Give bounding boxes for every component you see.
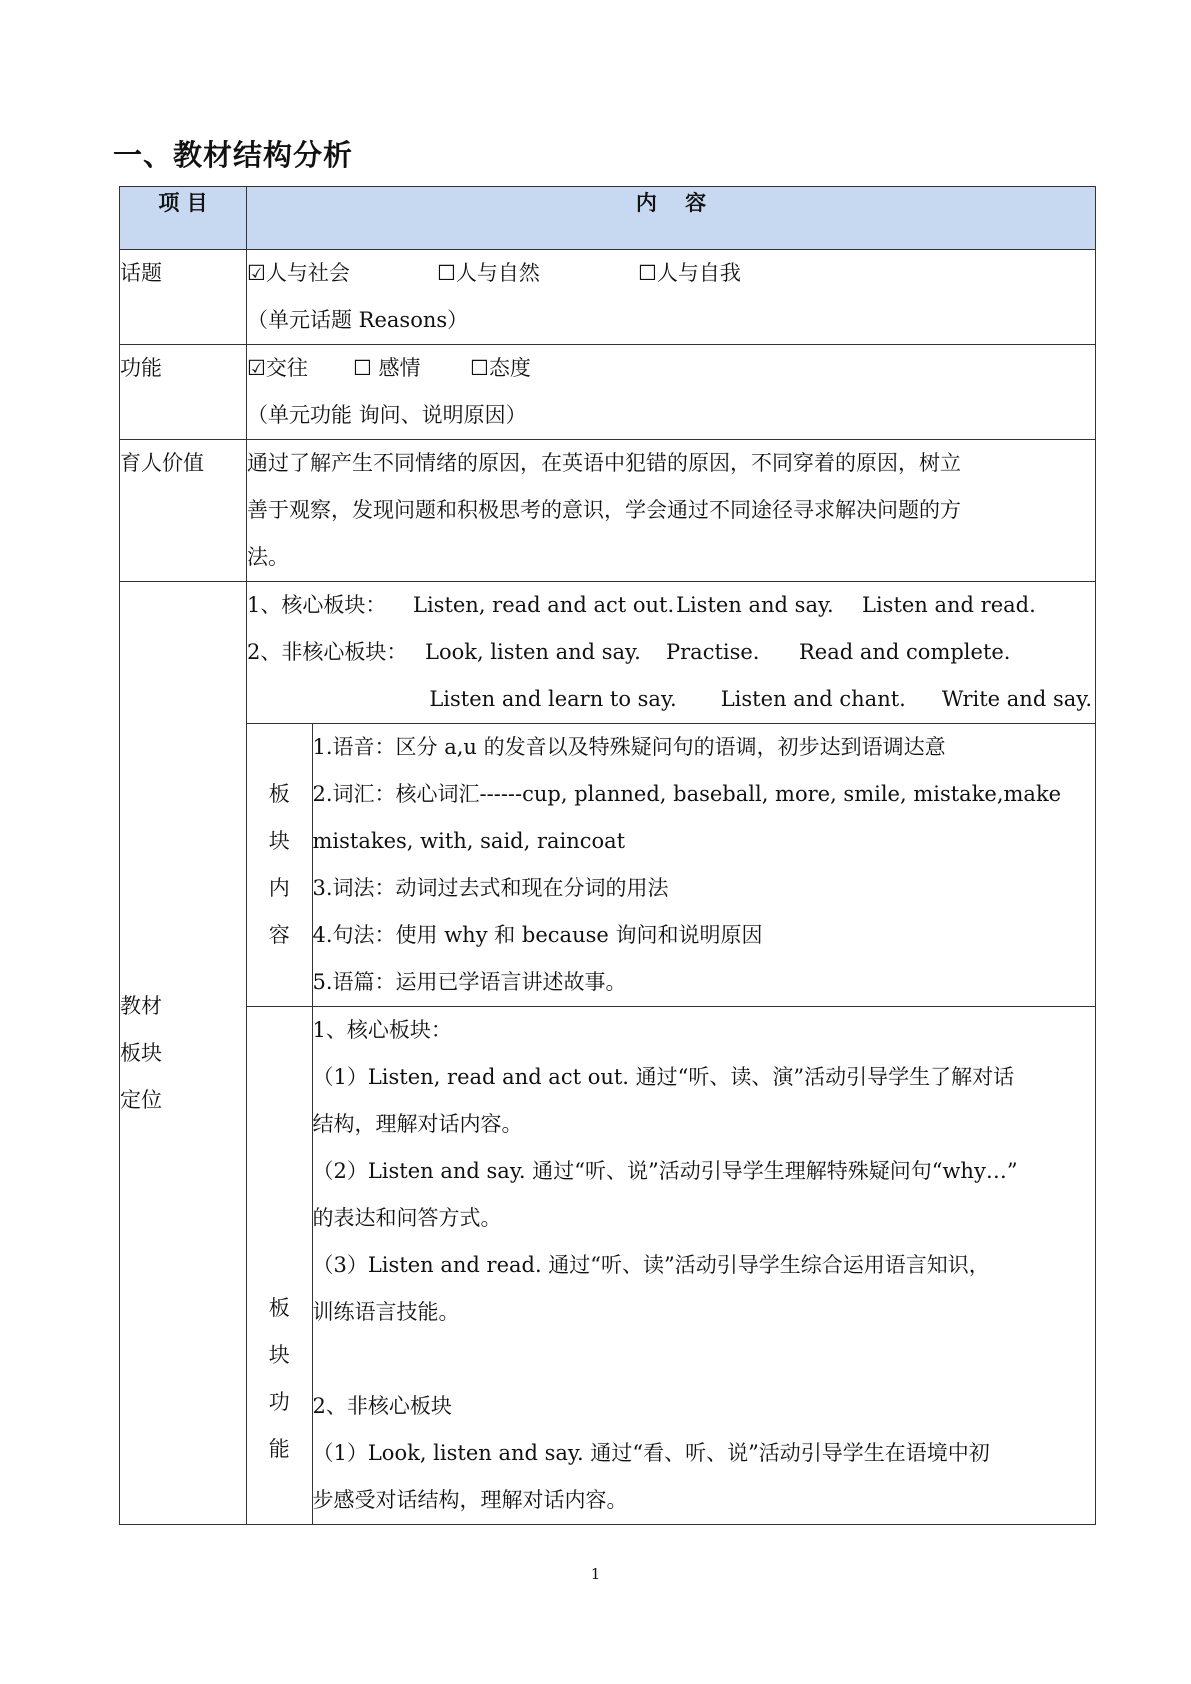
value-line-3: 法。 <box>247 545 289 569</box>
functions-vertical-label <box>247 1007 312 1525</box>
function-row <box>120 345 1096 440</box>
position-label-line-2: 板块 <box>120 1040 162 1065</box>
function-option-emotion: ☐ 感情 <box>353 356 421 380</box>
noncore-module-a: Look, listen and say. <box>425 640 641 664</box>
content-line-6: 5.语篇：运用已学语言讲述故事。 <box>312 970 627 994</box>
topic-option-society: ☑人与社会 <box>247 261 350 285</box>
functions-line-6: （3）Listen and read. 通过“听、读”活动引导学生综合运用语言知识， <box>312 1253 990 1277</box>
functions-line-3: 结构，理解对话内容。 <box>312 1112 523 1136</box>
function-cell <box>247 345 1096 440</box>
functions-line-9: （1）Look, listen and say. 通过“看、听、说”活动引导学生在语境中初 <box>312 1441 990 1465</box>
noncore-module-d: Listen and learn to say. <box>429 687 677 711</box>
value-row <box>120 440 1096 582</box>
content-label-char-4: 容 <box>268 923 290 947</box>
functions-line-4: （2）Listen and say. 通过“听、说”活动引导学生理解特殊疑问句“why…” <box>312 1159 1018 1183</box>
topic-note: （单元话题 Reasons） <box>247 308 469 332</box>
position-label-line-1: 教材 <box>120 993 162 1018</box>
header-item: 项 目 <box>120 187 247 250</box>
table-header-row <box>120 187 1096 250</box>
noncore-module-f: Write and say. <box>941 687 1092 711</box>
topic-option-self: ☐人与自我 <box>638 261 741 285</box>
functions-label-char-2: 块 <box>268 1343 290 1367</box>
content-line-1: 1.语音：区分 a,u 的发音以及特殊疑问句的语调，初步达到语调达意 <box>312 735 946 759</box>
core-module-b: Listen and say. <box>676 593 834 617</box>
function-option-attitude: ☐态度 <box>470 356 531 380</box>
topic-row <box>120 250 1096 345</box>
function-option-communication: ☑交往 <box>247 356 308 380</box>
content-label-char-3: 内 <box>268 876 290 900</box>
value-cell <box>247 440 1096 582</box>
position-label-line-3: 定位 <box>120 1087 162 1112</box>
functions-line-1: 1、核心板块： <box>312 1018 452 1042</box>
functions-label-char-1: 板 <box>268 1296 290 1320</box>
core-modules-prefix: 1、核心板块： <box>247 593 387 617</box>
content-cell <box>312 724 1096 1007</box>
position-label <box>120 582 247 1525</box>
function-note: （单元功能 询问、说明原因） <box>247 403 527 427</box>
content-line-2: 2.词汇：核心词汇------cup, planned, baseball, more, smile, mistake,make <box>312 782 1062 806</box>
functions-line-8: 2、非核心板块 <box>312 1394 452 1418</box>
content-label-char-1: 板 <box>268 782 290 806</box>
noncore-module-c: Read and complete. <box>799 640 1011 664</box>
functions-line-10: 步感受对话结构，理解对话内容。 <box>312 1488 628 1512</box>
noncore-modules-prefix: 2、非核心板块： <box>247 640 408 664</box>
content-line-5: 4.句法：使用 why 和 because 询问和说明原因 <box>312 923 763 947</box>
topic-option-nature: ☐人与自然 <box>437 261 540 285</box>
functions-cell <box>312 1007 1096 1525</box>
position-cell <box>247 582 1096 1525</box>
functions-line-7: 训练语言技能。 <box>312 1300 460 1324</box>
functions-label-char-4: 能 <box>268 1437 290 1461</box>
value-line-2: 善于观察，发现问题和积极思考的意识，学会通过不同途径寻求解决问题的方 <box>247 498 961 522</box>
content-line-4: 3.词法：动词过去式和现在分词的用法 <box>312 876 669 900</box>
content-line-3: mistakes, with, said, raincoat <box>312 829 626 853</box>
section-heading: 一、教材结构分析 <box>113 138 354 172</box>
content-row <box>247 724 1096 1007</box>
noncore-module-e: Listen and chant. <box>720 687 906 711</box>
value-label: 育人价值 <box>120 440 247 582</box>
modules-cell <box>247 582 1096 724</box>
functions-line-2: （1）Listen, read and act out. 通过“听、读、演”活动引导学生了解对话 <box>312 1065 1015 1089</box>
position-inner-table <box>247 582 1096 1524</box>
function-label: 功能 <box>120 345 247 440</box>
functions-blank-line <box>313 1336 1097 1383</box>
header-content: 内 容 <box>247 187 1096 250</box>
page-number: 1 <box>590 1565 601 1583</box>
functions-line-5: 的表达和问答方式。 <box>312 1206 502 1230</box>
core-module-a: Listen, read and act out. <box>413 593 675 617</box>
functions-row <box>247 1007 1096 1525</box>
topic-cell <box>247 250 1096 345</box>
functions-label-char-3: 功 <box>268 1390 290 1414</box>
noncore-module-b: Practise. <box>666 640 760 664</box>
content-label-char-2: 块 <box>268 829 290 853</box>
topic-label: 话题 <box>120 250 247 345</box>
value-line-1: 通过了解产生不同情绪的原因，在英语中犯错的原因，不同穿着的原因，树立 <box>247 451 961 475</box>
structure-analysis-table <box>119 186 1096 1525</box>
core-module-c: Listen and read. <box>862 593 1036 617</box>
content-vertical-label <box>247 724 312 1007</box>
position-row <box>120 582 1096 1525</box>
modules-row <box>247 582 1096 724</box>
